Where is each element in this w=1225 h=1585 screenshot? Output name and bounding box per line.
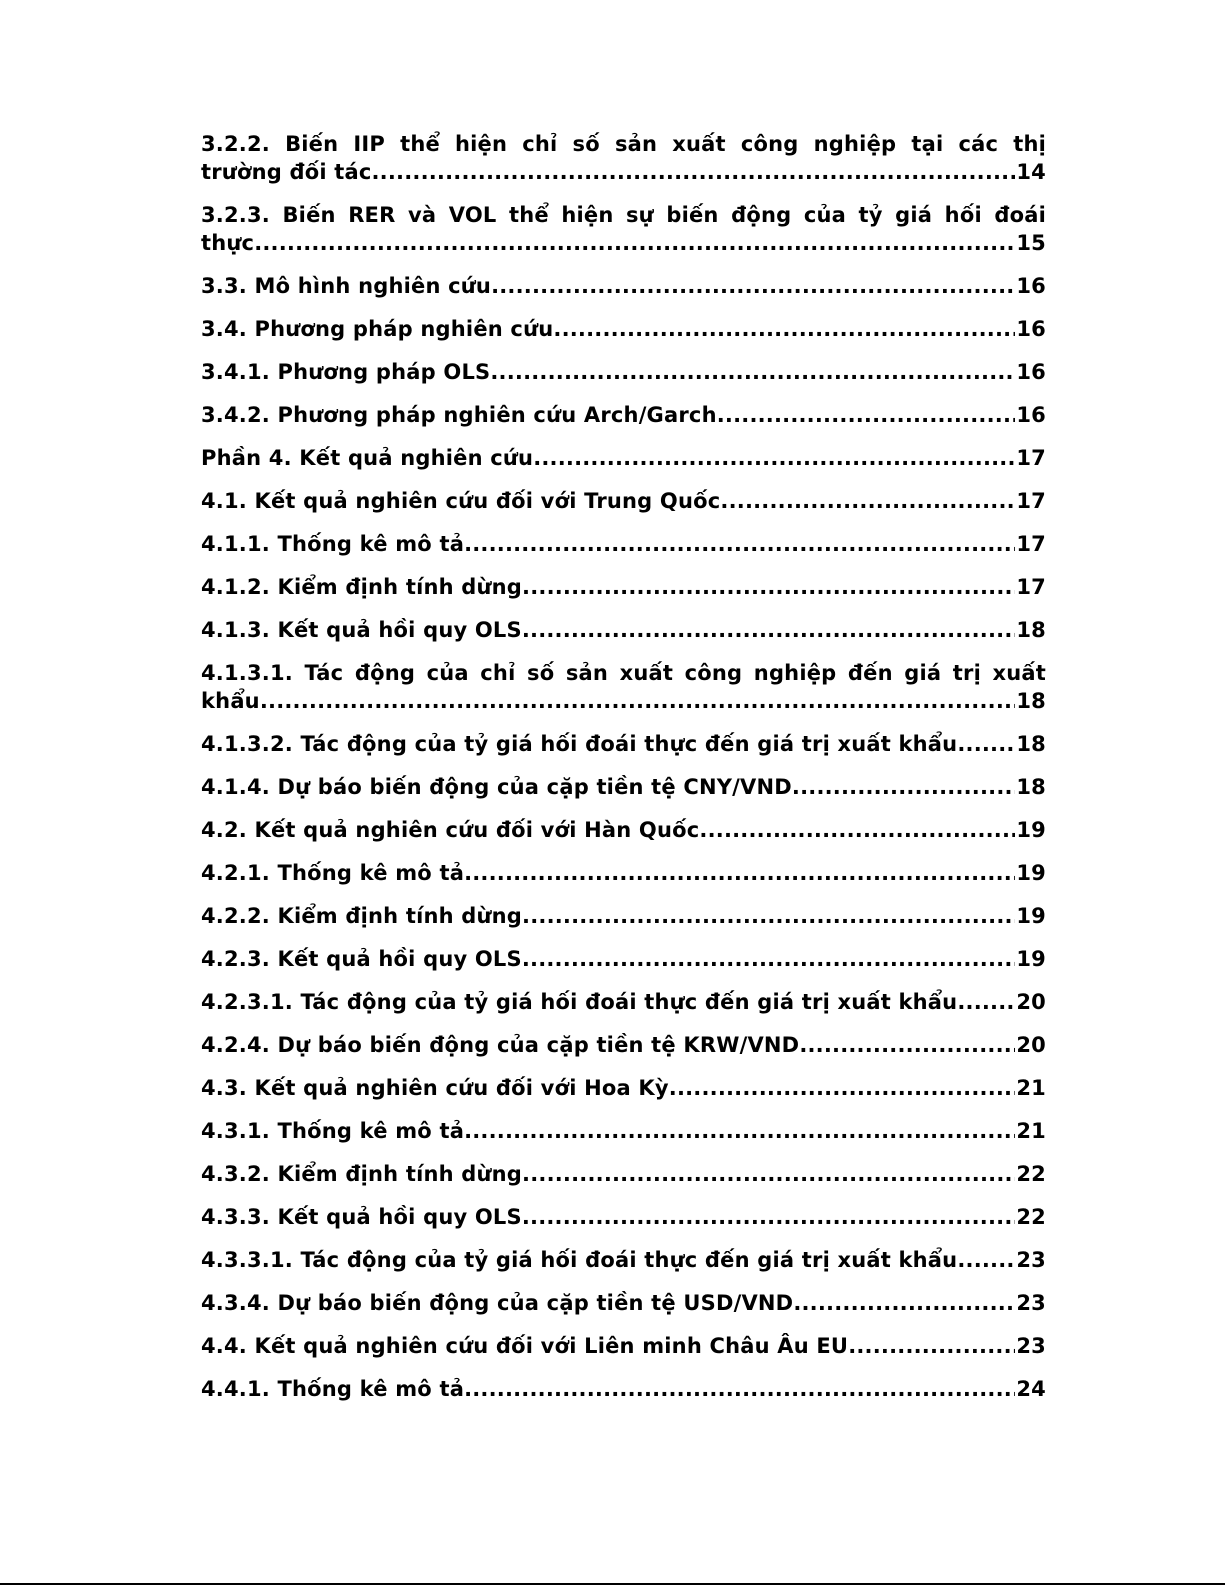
toc-entry-row	[201, 1289, 1046, 1317]
toc-entry[interactable]	[201, 773, 1046, 801]
toc-entry[interactable]	[201, 401, 1046, 429]
dot-leader	[717, 401, 1016, 429]
toc-page-number: 17	[1016, 575, 1046, 599]
toc-entry-row	[201, 988, 1046, 1016]
toc-entry-row	[201, 1117, 1046, 1145]
toc-page-number: 19	[1016, 818, 1046, 842]
dot-leader	[490, 358, 1015, 386]
toc-entry[interactable]	[201, 530, 1046, 558]
toc-page-number: 18	[1016, 689, 1046, 713]
dot-leader	[553, 315, 1015, 343]
toc-entry-title: 3.4. Phương pháp nghiên cứu	[201, 317, 554, 341]
toc-entry-row	[201, 773, 1046, 801]
toc-entry-row	[201, 859, 1046, 887]
toc-entry-title: 4.1. Kết quả nghiên cứu đối với Trung Quốc	[201, 489, 721, 513]
dot-leader	[522, 573, 1015, 601]
toc-entry[interactable]	[201, 315, 1046, 343]
toc-page-number: 17	[1016, 489, 1046, 513]
toc-page-number: 22	[1016, 1162, 1046, 1186]
toc-entry-title: 4.2. Kết quả nghiên cứu đối với Hàn Quốc	[201, 818, 700, 842]
toc-entry-row	[201, 1203, 1046, 1231]
toc-page-number: 16	[1016, 403, 1046, 427]
toc-page-number: 16	[1016, 274, 1046, 298]
toc-entry-title: 4.3. Kết quả nghiên cứu đối với Hoa Kỳ	[201, 1076, 669, 1100]
toc-entry-title: trường đối tác	[201, 160, 372, 184]
dot-leader	[522, 1160, 1015, 1188]
toc-page-number: 24	[1016, 1377, 1046, 1401]
dot-leader	[464, 530, 1015, 558]
toc-entry-row	[201, 401, 1046, 429]
toc-entry-title: 4.1.4. Dự báo biến động của cặp tiền tệ CNY/VND	[201, 775, 792, 799]
dot-leader	[522, 945, 1016, 973]
toc-entry[interactable]	[201, 902, 1046, 930]
dot-leader	[669, 1074, 1016, 1102]
toc-entry[interactable]	[201, 859, 1046, 887]
toc-entry-title: 4.4. Kết quả nghiên cứu đối với Liên minh Châu Âu EU	[201, 1334, 849, 1358]
toc-entry-title: thực	[201, 231, 255, 255]
toc-entry-title-line: 3.2.3. Biến RER và VOL thể hiện sự biến động của tỷ giá hối đoái	[201, 203, 1046, 227]
toc-entry-title: 4.2.3.1. Tác động của tỷ giá hối đoái thực đến giá trị xuất khẩu.	[201, 990, 966, 1014]
toc-page-number: 19	[1016, 861, 1046, 885]
toc-entry-row	[201, 487, 1046, 515]
dot-leader	[464, 1375, 1015, 1403]
toc-entry-row	[201, 1246, 1046, 1274]
toc-page-number: 19	[1016, 904, 1046, 928]
toc-entry-row	[201, 530, 1046, 558]
toc-entry-title: khẩu	[201, 689, 260, 713]
dot-leader	[799, 1031, 1015, 1059]
toc-entry-row	[201, 1031, 1046, 1059]
toc-entry[interactable]	[201, 1246, 1046, 1274]
dot-leader	[848, 1332, 1015, 1360]
toc-page-number: 17	[1016, 532, 1046, 556]
toc-entry[interactable]	[201, 945, 1046, 973]
toc-entry[interactable]	[201, 1160, 1046, 1188]
toc-page-number: 21	[1016, 1119, 1046, 1143]
dot-leader	[966, 730, 1016, 758]
toc-entry-title: 4.2.3. Kết quả hồi quy OLS	[201, 947, 522, 971]
table-of-contents	[201, 130, 1046, 1418]
toc-page-number: 18	[1016, 618, 1046, 642]
toc-entry-row	[201, 358, 1046, 386]
toc-entry[interactable]	[201, 1031, 1046, 1059]
toc-entry[interactable]	[201, 1074, 1046, 1102]
toc-entry[interactable]	[201, 1203, 1046, 1231]
toc-page-number: 21	[1016, 1076, 1046, 1100]
toc-entry-title: 3.4.1. Phương pháp OLS	[201, 360, 491, 384]
toc-entry[interactable]	[201, 616, 1046, 644]
toc-page-number: 18	[1016, 775, 1046, 799]
toc-entry-row	[201, 444, 1046, 472]
toc-page-number: 18	[1016, 732, 1046, 756]
toc-entry-title: 4.3.3. Kết quả hồi quy OLS	[201, 1205, 522, 1229]
dot-leader	[522, 616, 1016, 644]
toc-entry-title: Phần 4. Kết quả nghiên cứu	[201, 446, 534, 470]
toc-entry-title: 4.4.1. Thống kê mô tả	[201, 1377, 465, 1401]
dot-leader	[254, 229, 1015, 257]
toc-page-number: 16	[1016, 317, 1046, 341]
toc-entry-row	[201, 1074, 1046, 1102]
dot-leader	[260, 687, 1016, 715]
toc-entry-row	[201, 1160, 1046, 1188]
toc-entry[interactable]	[201, 816, 1046, 844]
toc-entry-row	[201, 1332, 1046, 1360]
toc-entry-title: 4.2.2. Kiểm định tính dừng	[201, 904, 523, 928]
toc-entry-row	[201, 945, 1046, 973]
toc-entry[interactable]	[201, 659, 1046, 715]
toc-entry[interactable]	[201, 1117, 1046, 1145]
toc-page-number: 23	[1016, 1291, 1046, 1315]
toc-entry-row	[201, 158, 1046, 186]
toc-entry[interactable]	[201, 1332, 1046, 1360]
dot-leader	[966, 1246, 1016, 1274]
toc-entry[interactable]	[201, 201, 1046, 257]
toc-entry-row	[201, 902, 1046, 930]
toc-page-number: 23	[1016, 1334, 1046, 1358]
dot-leader	[792, 773, 1015, 801]
toc-entry-title: 4.3.1. Thống kê mô tả	[201, 1119, 465, 1143]
toc-entry-title: 3.3. Mô hình nghiên cứu	[201, 274, 492, 298]
toc-entry-title: 4.1.3.2. Tác động của tỷ giá hối đoái thực đến giá trị xuất khẩu.	[201, 732, 966, 756]
toc-entry[interactable]	[201, 573, 1046, 601]
toc-entry-row	[201, 229, 1046, 257]
dot-leader	[793, 1289, 1015, 1317]
toc-entry-title: 4.1.1. Thống kê mô tả	[201, 532, 465, 556]
toc-entry-row	[201, 730, 1046, 758]
dot-leader	[464, 1117, 1015, 1145]
toc-entry-title: 4.2.1. Thống kê mô tả	[201, 861, 465, 885]
toc-entry-title: 4.1.3. Kết quả hồi quy OLS	[201, 618, 522, 642]
dot-leader	[522, 1203, 1016, 1231]
toc-entry-row	[201, 272, 1046, 300]
toc-entry-title-line: 4.1.3.1. Tác động của chỉ số sản xuất công nghiệp đến giá trị xuất	[201, 661, 1046, 685]
dot-leader	[720, 487, 1015, 515]
toc-entry-title: 4.1.2. Kiểm định tính dừng	[201, 575, 523, 599]
toc-entry-row	[201, 616, 1046, 644]
toc-entry-title: 4.2.4. Dự báo biến động của cặp tiền tệ KRW/VND	[201, 1033, 800, 1057]
toc-entry-title: 4.3.3.1. Tác động của tỷ giá hối đoái thực đến giá trị xuất khẩu.	[201, 1248, 966, 1272]
toc-entry-row	[201, 816, 1046, 844]
toc-entry[interactable]	[201, 272, 1046, 300]
toc-entry[interactable]	[201, 1289, 1046, 1317]
toc-entry-row	[201, 573, 1046, 601]
dot-leader	[533, 444, 1015, 472]
toc-page-number: 20	[1016, 990, 1046, 1014]
toc-entry[interactable]	[201, 988, 1046, 1016]
toc-entry[interactable]	[201, 1375, 1046, 1403]
toc-page-number: 16	[1016, 360, 1046, 384]
dot-leader	[491, 272, 1015, 300]
toc-entry[interactable]	[201, 444, 1046, 472]
toc-page-number: 23	[1016, 1248, 1046, 1272]
toc-page-number: 22	[1016, 1205, 1046, 1229]
toc-entry-row	[201, 1375, 1046, 1403]
toc-entry-title: 4.3.2. Kiểm định tính dừng	[201, 1162, 523, 1186]
dot-leader	[372, 158, 1016, 186]
dot-leader	[699, 816, 1015, 844]
toc-page-number: 19	[1016, 947, 1046, 971]
toc-entry-title-line: 3.2.2. Biến IIP thể hiện chỉ số sản xuất công nghiệp tại các thị	[201, 132, 1046, 156]
toc-entry-title: 4.3.4. Dự báo biến động của cặp tiền tệ USD/VND	[201, 1291, 794, 1315]
toc-page-number: 17	[1016, 446, 1046, 470]
toc-entry-row	[201, 687, 1046, 715]
toc-entry[interactable]	[201, 130, 1046, 186]
toc-entry[interactable]	[201, 358, 1046, 386]
toc-page-number: 15	[1016, 231, 1046, 255]
toc-entry-title: 3.4.2. Phương pháp nghiên cứu Arch/Garch	[201, 403, 717, 427]
dot-leader	[522, 902, 1015, 930]
toc-entry-row	[201, 315, 1046, 343]
toc-entry[interactable]	[201, 730, 1046, 758]
dot-leader	[464, 859, 1015, 887]
toc-page-number: 20	[1016, 1033, 1046, 1057]
toc-page-number: 14	[1016, 160, 1046, 184]
toc-entry[interactable]	[201, 487, 1046, 515]
dot-leader	[966, 988, 1016, 1016]
